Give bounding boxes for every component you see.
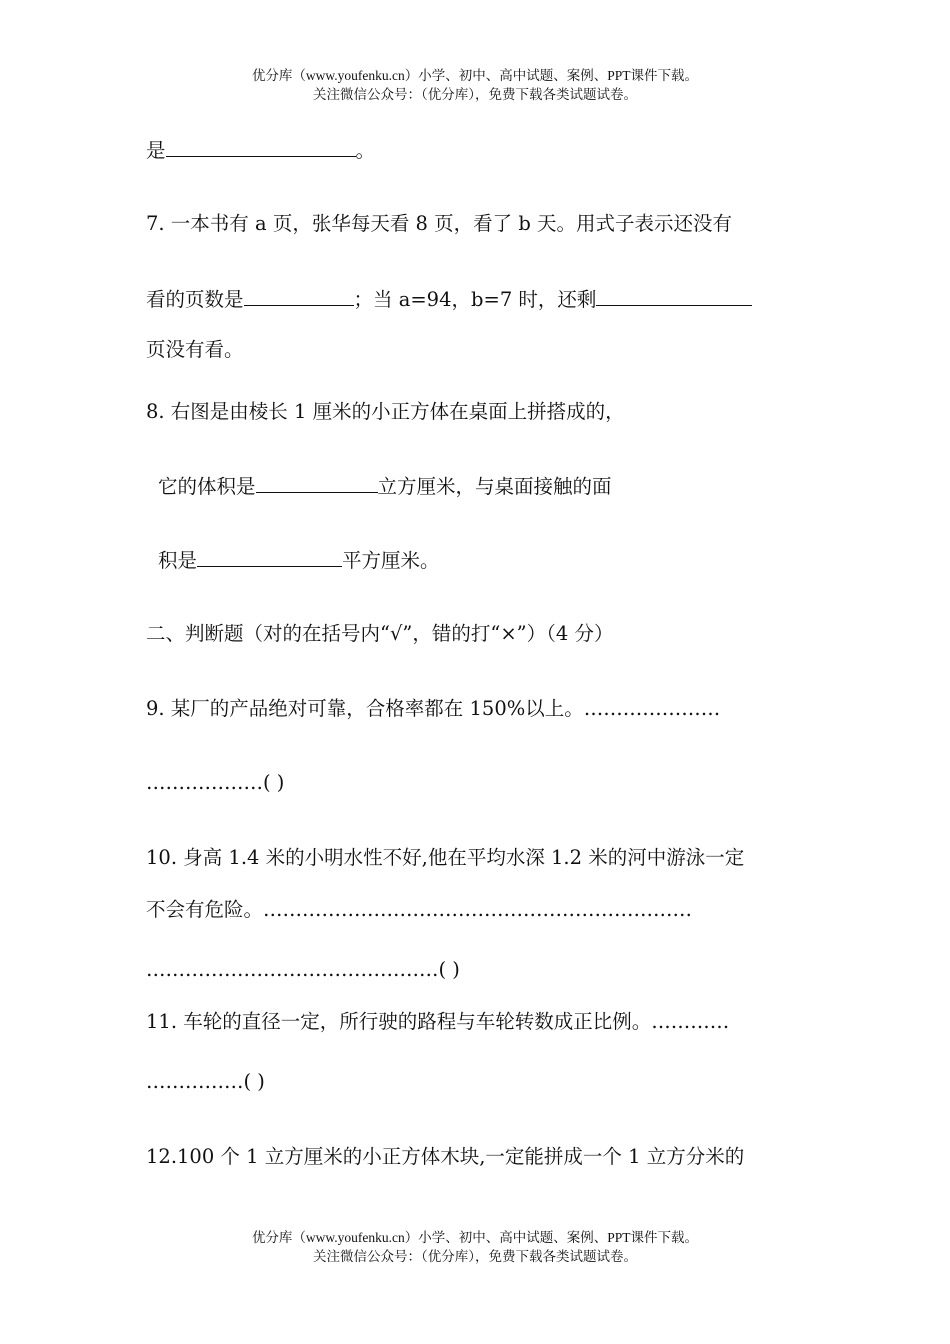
- q8-text-d: 平方厘米。: [342, 549, 440, 572]
- footer-line-2: 关注微信公众号：（优分库），免费下载各类试题试卷。: [313, 1249, 637, 1264]
- q6-answer-blank[interactable]: [166, 136, 356, 157]
- q8-line-1: 8. 右图是由棱长 1 厘米的小正方体在桌面上拼搭成的，: [146, 400, 625, 423]
- q7-text-a: 看的页数是: [146, 288, 244, 311]
- page-footer: [0, 1228, 950, 1266]
- q8-text-a: 它的体积是: [158, 475, 256, 498]
- q6-tail-period: 。: [355, 139, 376, 162]
- q7-line-3: 页没有看。: [146, 338, 244, 361]
- header-line-1: 优分库（www.youfenku.cn）小学、初中、高中试题、案例、PPT课件下载。: [251, 68, 699, 83]
- q7-expression-blank[interactable]: [244, 285, 354, 306]
- q6-tail: [146, 136, 375, 165]
- q8-text-b: 立方厘米，与桌面接触的面: [377, 475, 612, 498]
- q6-tail-text: 是: [146, 139, 166, 162]
- q10-line-3[interactable]: ………………………………………( ): [146, 958, 460, 981]
- q7-remaining-blank[interactable]: [596, 285, 752, 306]
- q8-line-2: [158, 472, 612, 501]
- q10-line-2: 不会有危险。…………………………………………………………: [146, 898, 693, 921]
- q12-line-1: 12.100 个 1 立方厘米的小正方体木块,一定能拼成一个 1 立方分米的: [146, 1145, 745, 1168]
- q11-line-1: 11. 车轮的直径一定，所行驶的路程与车轮转数成正比例。…………: [146, 1010, 730, 1033]
- footer-line-1: 优分库（www.youfenku.cn）小学、初中、高中试题、案例、PPT课件下载。: [251, 1230, 699, 1245]
- section-2-title: 二、判断题（对的在括号内“√”，错的打“×”）（4 分）: [146, 622, 614, 645]
- q8-text-c: 积是: [158, 549, 198, 572]
- q10-line-1: 10. 身高 1.4 米的小明水性不好,他在平均水深 1.2 米的河中游泳一定: [146, 846, 745, 869]
- q8-line-3: [158, 546, 440, 575]
- q11-line-2[interactable]: ……………( ): [146, 1070, 265, 1093]
- q8-area-blank[interactable]: [197, 546, 342, 567]
- q8-volume-blank[interactable]: [256, 472, 378, 493]
- q7-text-b: ；当 a=94，b=7 时，还剩: [353, 288, 597, 311]
- q9-line-2[interactable]: ………………( ): [146, 771, 285, 794]
- q9-line-1: 9. 某厂的产品绝对可靠，合格率都在 150%以上。…………………: [146, 697, 721, 720]
- page-header: [0, 66, 950, 104]
- q7-line-2: [146, 285, 752, 314]
- header-line-2: 关注微信公众号：（优分库），免费下载各类试题试卷。: [313, 87, 637, 102]
- q7-line-1: 7. 一本书有 a 页，张华每天看 8 页，看了 b 天。用式子表示还没有: [146, 212, 733, 235]
